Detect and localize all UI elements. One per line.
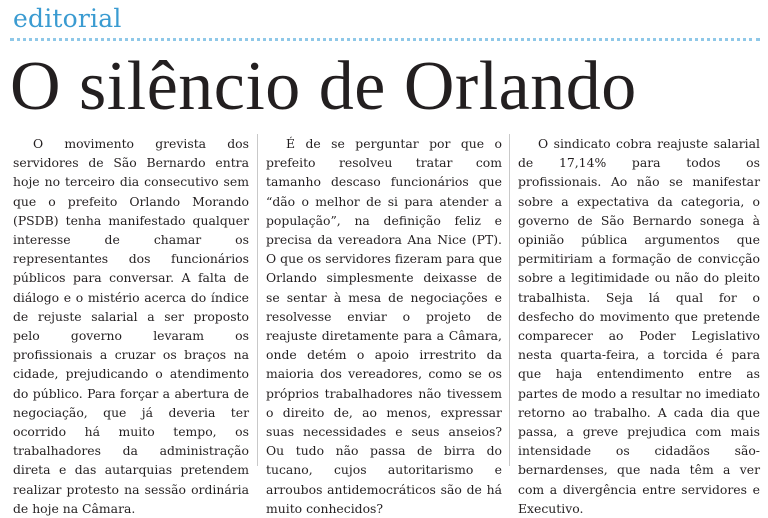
- article-column-1: [13, 134, 249, 516]
- column-1-text: O movimento grevista dos servidores de São Bernardo entra hoje no terceiro dia consecutivo sem que o prefeito Orlando Morando (PSDB) tenha manifestado qualquer interesse de chamar os representantes dos funcionários públicos para conversar. A falta de diálogo e o mistério acerca do índice de rejuste salarial a ser proposto pelo governo levaram os profissionais a cruzar os braços na cidade, prejudicando o atendimento do público. Para forçar a abertura de negociação, que já deveria ter ocorrido há muito tempo, os trabalhadores da administração direta e das autarquias pretendem realizar protesto na sessão ordinária de hoje na Câmara.: [13, 136, 249, 516]
- section-divider: [10, 38, 760, 41]
- column-3-text: O sindicato cobra reajuste salarial de 17,14% para todos os profissionais. Ao não se manifestar sobre a expectativa da categoria, o governo de São Bernardo sonega à opinião pública argumentos que permitiriam a formação de convicção sobre a legitimidade ou não do pleito trabalhista. Seja lá qual for o desfecho do movimento que pretende comparecer ao Poder Legislativo nesta quarta-feira, a torcida é para que haja entendimento entre as partes de modo a resultar no imediato retorno ao trabalho. A cada dia que passa, a greve prejudica com mais intensidade os cidadãos são-bernardenses, que nada têm a ver com a divergência entre servidores e Executivo.: [518, 136, 760, 516]
- article-column-3: [518, 134, 760, 516]
- column-divider-2: [509, 134, 510, 466]
- headline: O silêncio de Orlando: [10, 48, 637, 125]
- column-2-text: É de se perguntar por que o prefeito resolveu tratar com tamanho descaso funcionários que “dão o melhor de si para atender a população”, na definição feliz e precisa da vereadora Ana Nice (PT). O que os servidores fizeram para que Orlando simplesmente deixasse de se sentar à mesa de negociações e resolvesse enviar o projeto de reajuste diretamente para a Câmara, onde detém o apoio irrestrito da maioria dos vereadores, como se os próprios trabalhadores não tivessem o direito de, ao menos, expressar suas necessidades e seus anseios? Ou tudo não passa de birra do tucano, cujos autoritarismo e arroubos antidemocráticos são de há muito conhecidos?: [266, 136, 502, 516]
- column-divider-1: [257, 134, 258, 466]
- section-label: editorial: [13, 4, 122, 33]
- article-column-2: [266, 134, 502, 516]
